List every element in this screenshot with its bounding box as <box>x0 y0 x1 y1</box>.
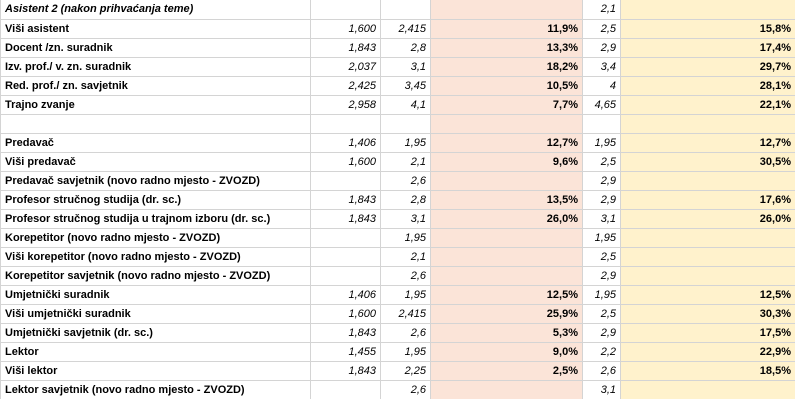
proposed-increase-cell[interactable] <box>621 171 795 190</box>
position-cell[interactable]: Umjetnički savjetnik (dr. sc.) <box>1 323 311 342</box>
proposed-increase-cell[interactable]: 28,1% <box>621 76 795 95</box>
proposed-coefficient-cell[interactable]: 2,5 <box>583 247 621 266</box>
position-cell[interactable]: Trajno zvanje <box>1 95 311 114</box>
increase-percent-cell[interactable] <box>431 247 583 266</box>
proposed-coefficient-cell[interactable]: 2,9 <box>583 266 621 285</box>
coefficient-new-cell[interactable]: 3,45 <box>381 76 431 95</box>
table-row <box>1 285 795 304</box>
proposed-coefficient-cell[interactable]: 1,95 <box>583 285 621 304</box>
proposed-coefficient-cell[interactable]: 4,65 <box>583 95 621 114</box>
table-row <box>1 342 795 361</box>
position-cell[interactable]: Viši umjetnički suradnik <box>1 304 311 323</box>
proposed-coefficient-cell[interactable]: 2,9 <box>583 38 621 57</box>
proposed-coefficient-cell[interactable]: 2,6 <box>583 361 621 380</box>
coefficient-old-cell[interactable] <box>311 0 381 19</box>
proposed-coefficient-cell[interactable]: 2,1 <box>583 0 621 19</box>
position-cell[interactable]: Red. prof./ zn. savjetnik <box>1 76 311 95</box>
coefficient-old-cell[interactable] <box>311 247 381 266</box>
coefficient-old-cell[interactable]: 1,843 <box>311 38 381 57</box>
position-cell[interactable]: Viši asistent <box>1 19 311 38</box>
proposed-coefficient-cell[interactable] <box>583 114 621 133</box>
proposed-increase-cell[interactable]: 29,7% <box>621 57 795 76</box>
coefficient-old-cell[interactable] <box>311 171 381 190</box>
proposed-coefficient-cell[interactable]: 2,5 <box>583 304 621 323</box>
proposed-increase-cell[interactable]: 22,1% <box>621 95 795 114</box>
coefficient-new-cell[interactable]: 2,1 <box>381 247 431 266</box>
coefficient-new-cell[interactable]: 4,1 <box>381 95 431 114</box>
proposed-increase-cell[interactable]: 17,6% <box>621 190 795 209</box>
proposed-increase-cell[interactable] <box>621 380 795 399</box>
coefficient-old-cell[interactable]: 2,425 <box>311 76 381 95</box>
coefficient-old-cell[interactable]: 1,843 <box>311 361 381 380</box>
proposed-increase-cell[interactable]: 12,7% <box>621 133 795 152</box>
increase-percent-cell[interactable] <box>431 114 583 133</box>
proposed-coefficient-cell[interactable]: 2,9 <box>583 171 621 190</box>
proposed-increase-cell[interactable]: 26,0% <box>621 209 795 228</box>
coefficient-old-cell[interactable] <box>311 114 381 133</box>
proposed-coefficient-cell[interactable]: 4 <box>583 76 621 95</box>
coefficient-old-cell[interactable]: 1,406 <box>311 133 381 152</box>
position-cell[interactable]: Lektor <box>1 342 311 361</box>
proposed-increase-cell[interactable]: 22,9% <box>621 342 795 361</box>
table-row <box>1 152 795 171</box>
increase-percent-cell[interactable] <box>431 228 583 247</box>
table-row <box>1 209 795 228</box>
proposed-coefficient-cell[interactable]: 2,5 <box>583 152 621 171</box>
coefficient-new-cell[interactable]: 2,8 <box>381 38 431 57</box>
table-row <box>1 76 795 95</box>
coefficient-old-cell[interactable]: 1,843 <box>311 190 381 209</box>
proposed-coefficient-cell[interactable]: 2,9 <box>583 323 621 342</box>
coefficient-new-cell[interactable]: 2,6 <box>381 380 431 399</box>
coefficient-old-cell[interactable]: 1,600 <box>311 152 381 171</box>
coefficient-new-cell[interactable]: 2,8 <box>381 190 431 209</box>
coefficient-new-cell[interactable] <box>381 114 431 133</box>
coefficient-old-cell[interactable]: 1,406 <box>311 285 381 304</box>
coefficient-new-cell[interactable]: 2,6 <box>381 171 431 190</box>
proposed-increase-cell[interactable] <box>621 0 795 19</box>
position-cell[interactable]: Viši lektor <box>1 361 311 380</box>
coefficient-old-cell[interactable] <box>311 380 381 399</box>
proposed-coefficient-cell[interactable]: 2,2 <box>583 342 621 361</box>
coefficient-old-cell[interactable]: 1,455 <box>311 342 381 361</box>
increase-percent-cell[interactable]: 12,5% <box>431 285 583 304</box>
proposed-coefficient-cell[interactable]: 1,95 <box>583 228 621 247</box>
proposed-coefficient-cell[interactable]: 3,4 <box>583 57 621 76</box>
coefficient-old-cell[interactable]: 2,958 <box>311 95 381 114</box>
coefficient-new-cell[interactable]: 2,6 <box>381 323 431 342</box>
table-row <box>1 57 795 76</box>
increase-percent-cell[interactable] <box>431 171 583 190</box>
table-row <box>1 247 795 266</box>
increase-percent-cell[interactable]: 9,6% <box>431 152 583 171</box>
table-row <box>1 380 795 399</box>
proposed-increase-cell[interactable]: 30,5% <box>621 152 795 171</box>
position-cell[interactable]: Predavač <box>1 133 311 152</box>
coefficient-new-cell[interactable]: 2,415 <box>381 304 431 323</box>
increase-percent-cell[interactable]: 18,2% <box>431 57 583 76</box>
coefficient-new-cell[interactable]: 1,95 <box>381 342 431 361</box>
table-row <box>1 190 795 209</box>
increase-percent-cell[interactable] <box>431 266 583 285</box>
proposed-increase-cell[interactable] <box>621 266 795 285</box>
increase-percent-cell[interactable]: 25,9% <box>431 304 583 323</box>
position-cell[interactable]: Lektor savjetnik (novo radno mjesto - ZVOZD) <box>1 380 311 399</box>
increase-percent-cell[interactable]: 2,5% <box>431 361 583 380</box>
increase-percent-cell[interactable]: 26,0% <box>431 209 583 228</box>
position-cell[interactable]: Viši korepetitor (novo radno mjesto - ZVOZD) <box>1 247 311 266</box>
increase-percent-cell[interactable]: 10,5% <box>431 76 583 95</box>
position-cell[interactable]: Docent /zn. suradnik <box>1 38 311 57</box>
proposed-coefficient-cell[interactable]: 2,9 <box>583 190 621 209</box>
table-row <box>1 38 795 57</box>
proposed-increase-cell[interactable] <box>621 228 795 247</box>
coefficient-old-cell[interactable]: 1,843 <box>311 323 381 342</box>
increase-percent-cell[interactable]: 12,7% <box>431 133 583 152</box>
coefficient-new-cell[interactable]: 3,1 <box>381 209 431 228</box>
proposed-increase-cell[interactable]: 17,5% <box>621 323 795 342</box>
position-cell[interactable]: Korepetitor (novo radno mjesto - ZVOZD) <box>1 228 311 247</box>
proposed-increase-cell[interactable]: 17,4% <box>621 38 795 57</box>
table-row <box>1 171 795 190</box>
position-cell[interactable]: Viši predavač <box>1 152 311 171</box>
coefficient-old-cell[interactable] <box>311 228 381 247</box>
increase-percent-cell[interactable]: 5,3% <box>431 323 583 342</box>
increase-percent-cell[interactable]: 13,5% <box>431 190 583 209</box>
position-cell[interactable]: Profesor stručnog studija (dr. sc.) <box>1 190 311 209</box>
coefficient-new-cell[interactable]: 2,25 <box>381 361 431 380</box>
table-row <box>1 19 795 38</box>
proposed-increase-cell[interactable]: 15,8% <box>621 19 795 38</box>
table-row <box>1 0 795 19</box>
table-row <box>1 133 795 152</box>
coefficient-old-cell[interactable]: 1,843 <box>311 209 381 228</box>
proposed-increase-cell[interactable]: 12,5% <box>621 285 795 304</box>
coefficient-new-cell[interactable]: 2,1 <box>381 152 431 171</box>
spacer-row <box>1 114 795 133</box>
table-row <box>1 304 795 323</box>
increase-percent-cell[interactable]: 13,3% <box>431 38 583 57</box>
position-cell[interactable]: Izv. prof./ v. zn. suradnik <box>1 57 311 76</box>
coefficient-new-cell[interactable]: 1,95 <box>381 285 431 304</box>
position-cell[interactable]: Predavač savjetnik (novo radno mjesto - ZVOZD) <box>1 171 311 190</box>
coefficient-new-cell[interactable]: 2,6 <box>381 266 431 285</box>
increase-percent-cell[interactable]: 9,0% <box>431 342 583 361</box>
proposed-increase-cell[interactable]: 18,5% <box>621 361 795 380</box>
coefficient-new-cell[interactable]: 1,95 <box>381 228 431 247</box>
position-cell[interactable]: Korepetitor savjetnik (novo radno mjesto - ZVOZD) <box>1 266 311 285</box>
proposed-increase-cell[interactable] <box>621 247 795 266</box>
increase-percent-cell[interactable]: 11,9% <box>431 19 583 38</box>
coefficient-old-cell[interactable] <box>311 266 381 285</box>
table-row <box>1 266 795 285</box>
increase-percent-cell[interactable] <box>431 0 583 19</box>
proposed-increase-cell[interactable]: 30,3% <box>621 304 795 323</box>
proposed-coefficient-cell[interactable]: 2,5 <box>583 19 621 38</box>
coefficient-old-cell[interactable]: 1,600 <box>311 304 381 323</box>
position-cell[interactable]: Asistent 2 (nakon prihvaćanja teme) <box>1 0 311 19</box>
proposed-increase-cell[interactable] <box>621 114 795 133</box>
table-row <box>1 228 795 247</box>
table-row <box>1 323 795 342</box>
proposed-coefficient-cell[interactable]: 3,1 <box>583 380 621 399</box>
position-cell[interactable]: Profesor stručnog studija u trajnom izboru (dr. sc.) <box>1 209 311 228</box>
position-cell[interactable]: Umjetnički suradnik <box>1 285 311 304</box>
table-row <box>1 361 795 380</box>
coefficient-new-cell[interactable] <box>381 0 431 19</box>
coefficient-new-cell[interactable]: 3,1 <box>381 57 431 76</box>
coefficient-new-cell[interactable]: 1,95 <box>381 133 431 152</box>
increase-percent-cell[interactable] <box>431 380 583 399</box>
increase-percent-cell[interactable]: 7,7% <box>431 95 583 114</box>
position-cell[interactable] <box>1 114 311 133</box>
table-row <box>1 95 795 114</box>
coefficient-old-cell[interactable]: 1,600 <box>311 19 381 38</box>
proposed-coefficient-cell[interactable]: 3,1 <box>583 209 621 228</box>
coefficient-new-cell[interactable]: 2,415 <box>381 19 431 38</box>
coefficient-old-cell[interactable]: 2,037 <box>311 57 381 76</box>
proposed-coefficient-cell[interactable]: 1,95 <box>583 133 621 152</box>
